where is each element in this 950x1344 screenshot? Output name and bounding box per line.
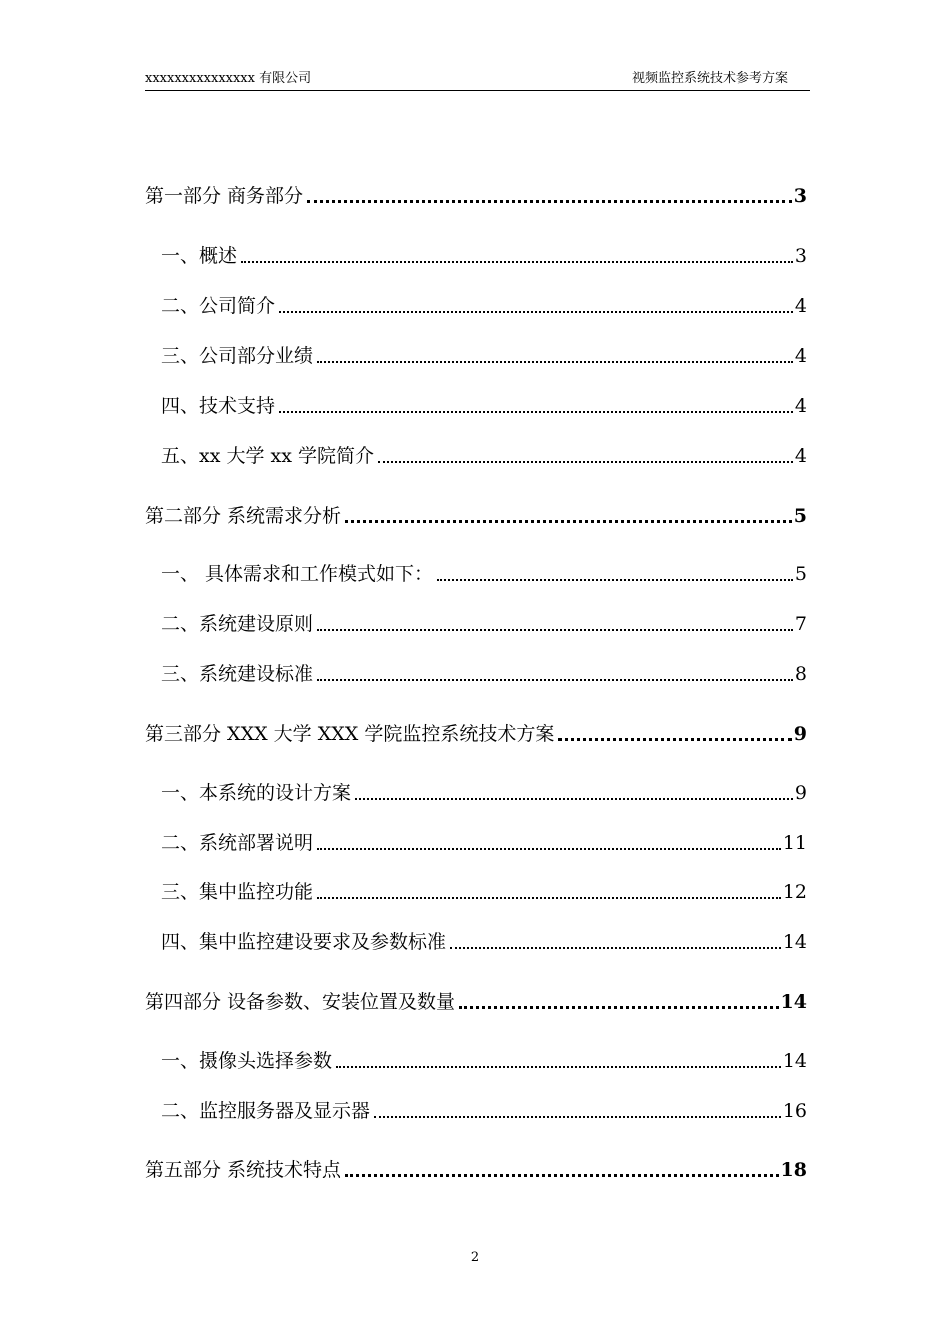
toc-entry-part-5[interactable] [145,1154,807,1182]
toc-leader [450,947,781,949]
toc-leader [279,411,793,413]
toc-entry-page: 9 [793,723,807,745]
toc-entry[interactable] [145,290,807,318]
toc-entry[interactable] [145,340,807,368]
toc-entry-title: 二、公司简介 [161,295,276,317]
toc-leader [317,361,793,363]
page-header [145,70,810,91]
toc-entry-page: 4 [794,445,807,467]
toc-entry[interactable] [145,608,807,636]
toc-entry-page: 4 [794,345,807,367]
toc-entry-page: 5 [794,563,807,585]
toc-entry-page: 14 [780,991,807,1013]
toc-leader [336,1066,781,1068]
toc-entry-page: 14 [782,1050,807,1072]
header-company: xxxxxxxxxxxxxxx 有限公司 [145,71,312,86]
toc-entry-page: 3 [794,245,807,267]
toc-entry-page: 4 [794,395,807,417]
toc-entry-title: 四、集中监控建设要求及参数标准 [161,931,447,953]
toc-leader [317,679,793,681]
toc-entry[interactable] [145,240,807,268]
toc-entry[interactable] [145,440,807,468]
toc-entry-part-1[interactable] [145,180,807,208]
toc-entry-title: 三、集中监控功能 [161,881,314,903]
toc-entry-title: 一、本系统的设计方案 [161,782,352,804]
toc-leader [378,461,793,463]
toc-entry-title: 三、系统建设标准 [161,663,314,685]
toc-entry[interactable] [145,777,807,805]
toc-entry-title: 二、系统部署说明 [161,832,314,854]
toc-leader [558,738,791,741]
toc-entry-page: 11 [782,832,807,854]
toc-entry-title: 一、 具体需求和工作模式如下： [161,563,434,585]
toc-entry-title: 一、摄像头选择参数 [161,1050,333,1072]
toc-entry-page: 3 [793,185,807,207]
toc-entry-page: 16 [782,1100,807,1122]
toc-entry-page: 12 [782,881,807,903]
toc-entry-page: 7 [794,613,807,635]
toc-entry[interactable] [145,827,807,855]
toc-entry-part-2[interactable] [145,500,807,528]
toc-entry-title: 第四部分 设备参数、安装位置及数量 [145,991,456,1013]
toc-leader [459,1006,779,1009]
toc-entry-title: 第一部分 商务部分 [145,185,304,207]
toc-leader [241,261,793,263]
toc-entry-title: 四、技术支持 [161,395,276,417]
toc-entry[interactable] [145,558,807,586]
toc-entry-page: 18 [780,1159,807,1181]
toc-entry-title: 第二部分 系统需求分析 [145,505,342,527]
toc-leader [355,798,793,800]
toc-entry-title: 二、监控服务器及显示器 [161,1100,371,1122]
toc-entry-page: 4 [794,295,807,317]
toc-entry[interactable] [145,1045,807,1073]
toc-entry-title: 第五部分 系统技术特点 [145,1159,342,1181]
toc-entry-page: 8 [794,663,807,685]
toc-entry-part-3[interactable] [145,718,807,746]
toc-entry-title: 三、公司部分业绩 [161,345,314,367]
toc-entry[interactable] [145,658,807,686]
toc-entry[interactable] [145,1095,807,1123]
toc-leader [317,848,781,850]
toc-leader [374,1116,781,1118]
header-doc-title: 视频监控系统技术参考方案 [631,71,788,86]
toc-entry-title: 五、xx 大学 xx 学院简介 [161,445,374,467]
toc-entry[interactable] [145,876,807,904]
toc-leader [317,897,781,899]
toc-entry-title: 第三部分 XXX 大学 XXX 学院监控系统技术方案 [145,723,555,745]
toc-leader [279,311,793,313]
toc-entry-part-4[interactable] [145,986,807,1014]
toc-entry[interactable] [145,390,807,418]
toc-leader [345,520,792,523]
toc-entry-page: 14 [782,931,807,953]
toc-entry-page: 5 [793,505,807,527]
toc-entry-title: 二、系统建设原则 [161,613,314,635]
page-number: 2 [470,1250,480,1265]
toc-entry-title: 一、概述 [161,245,238,267]
toc-leader [437,579,793,581]
toc-leader [317,629,793,631]
toc-entry[interactable] [145,926,807,954]
toc-leader [345,1174,779,1177]
toc-leader [307,200,792,203]
toc-entry-page: 9 [794,782,807,804]
